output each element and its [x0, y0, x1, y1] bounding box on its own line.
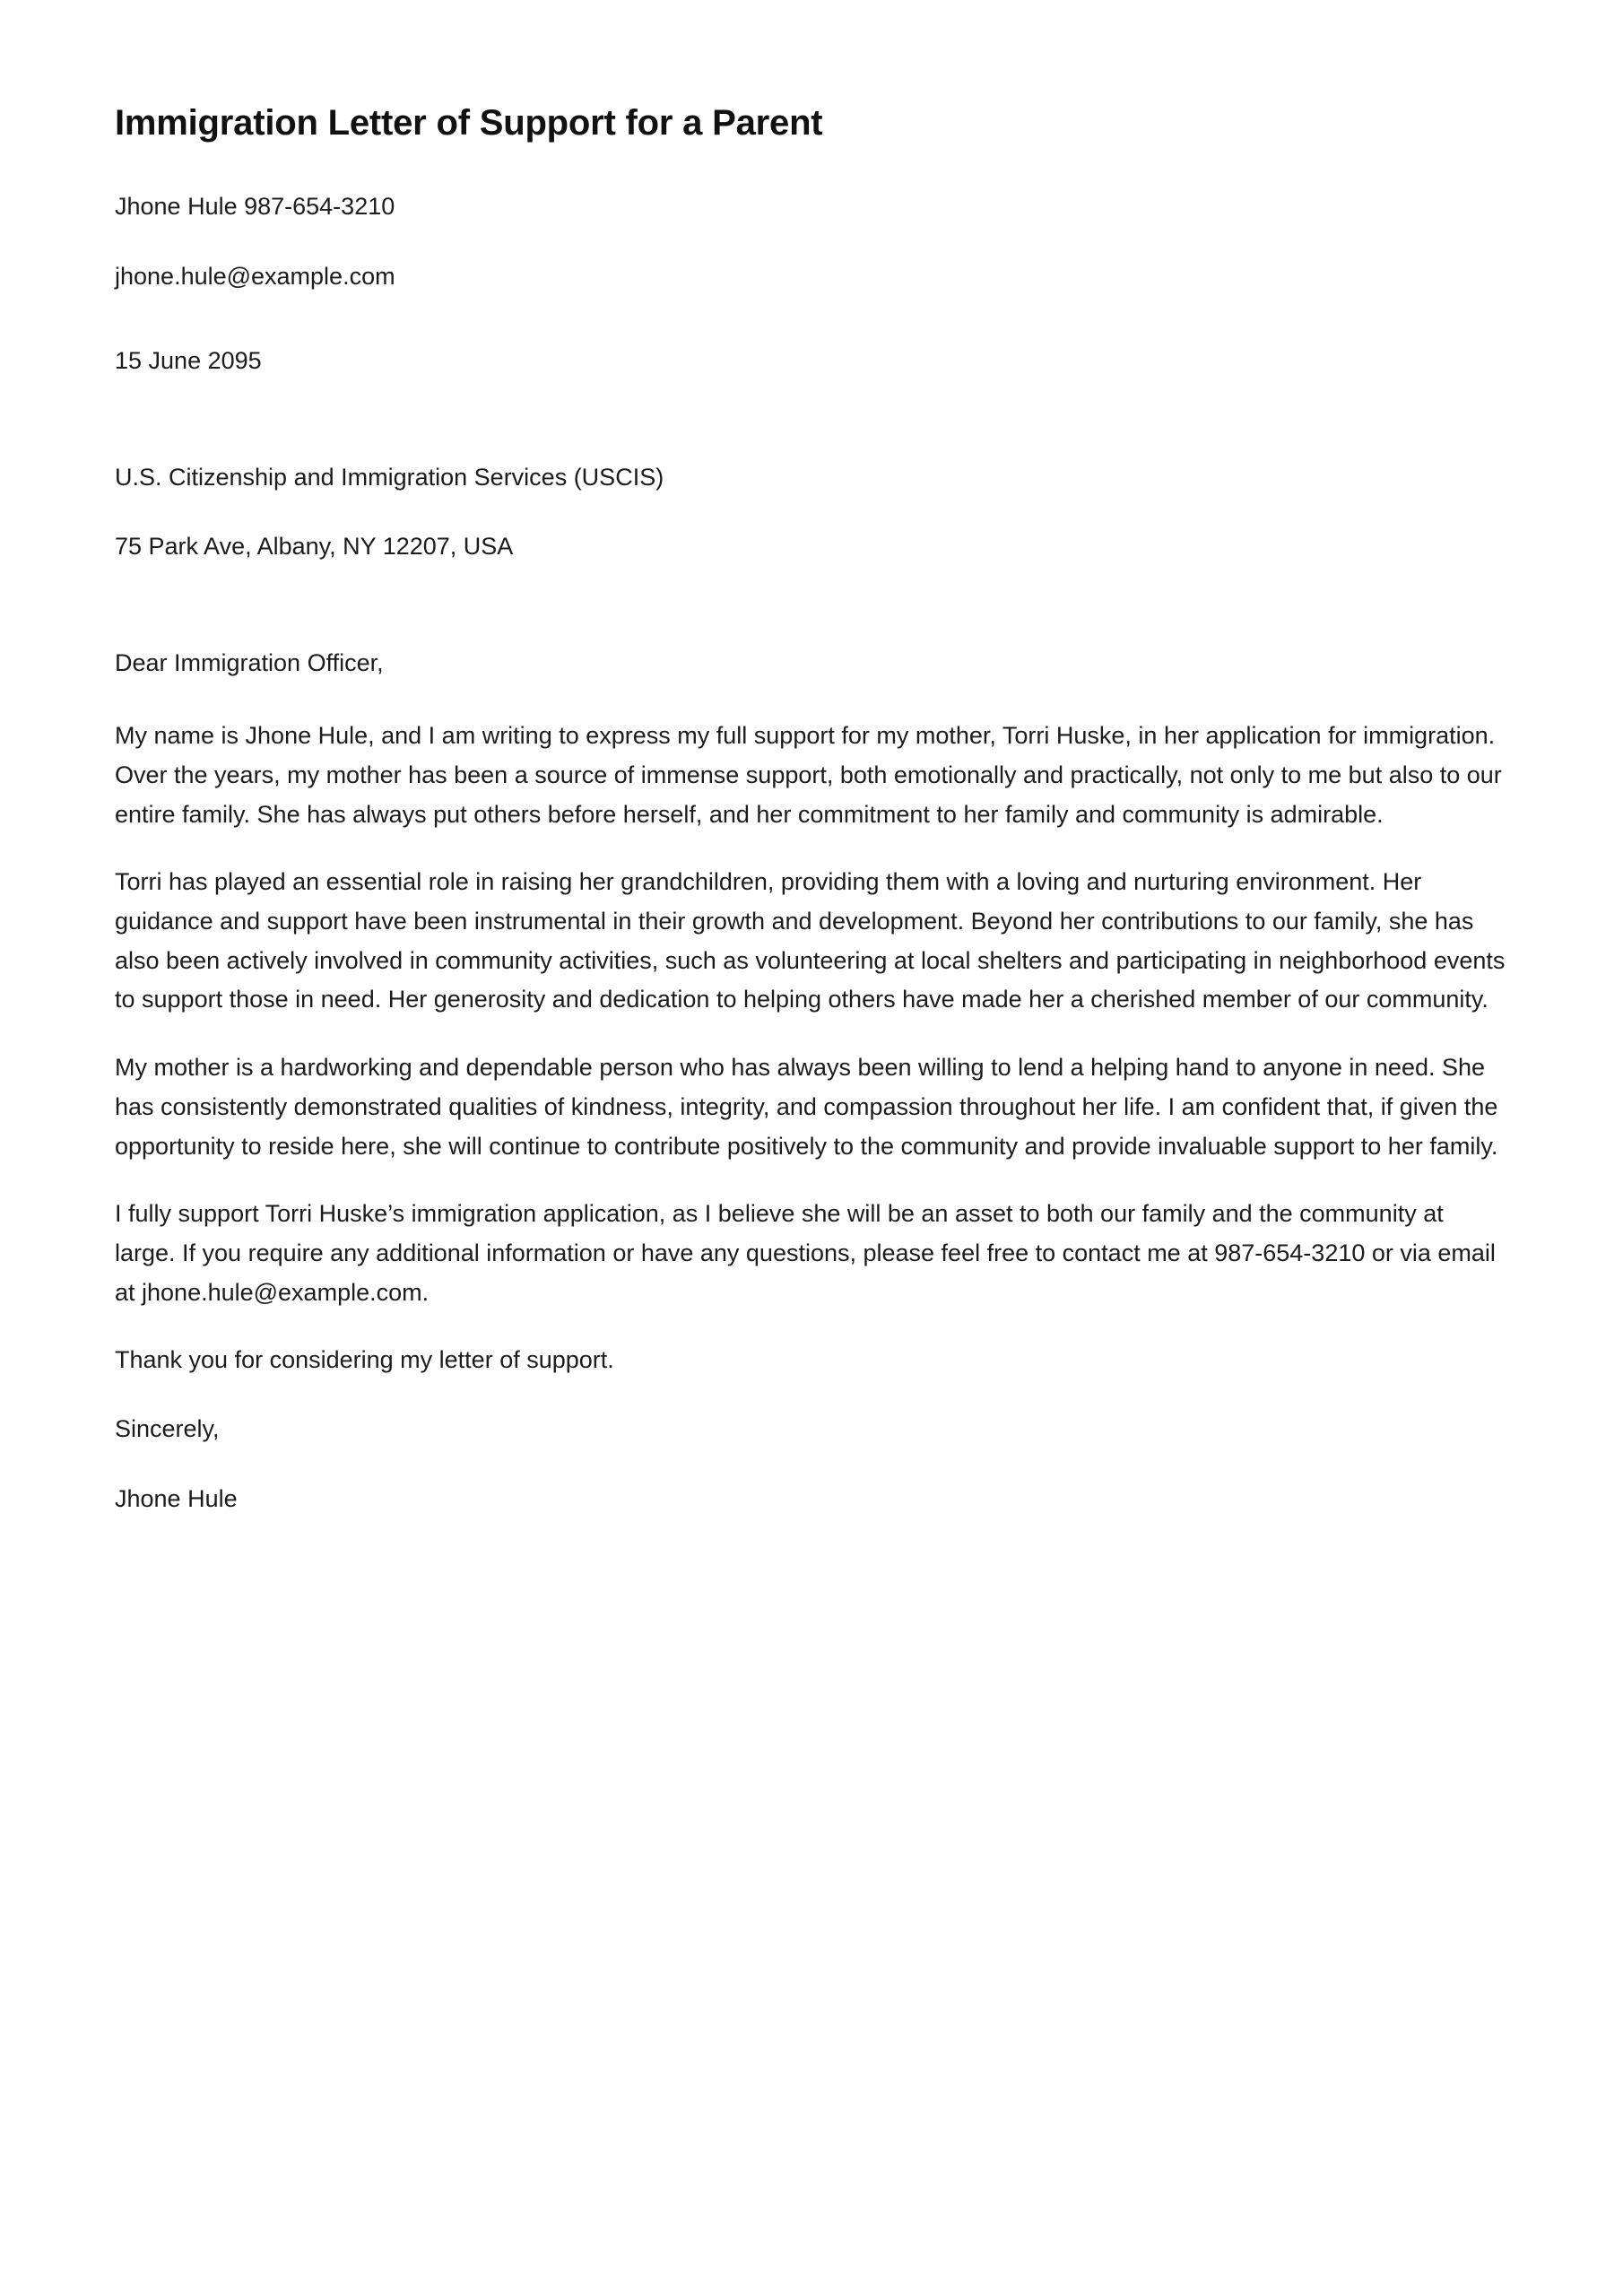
spacer-after-recipient — [115, 598, 1510, 645]
sender-email: jhone.hule@example.com — [115, 262, 395, 290]
recipient-organization: U.S. Citizenship and Immigration Services (USCIS) — [115, 463, 664, 491]
spacer-after-sender — [115, 296, 1510, 343]
page-title: Immigration Letter of Support for a Parent — [115, 103, 823, 143]
body-paragraph-4: I fully support Torri Huske’s immigration application, as I believe she will be an asset to both our family and the community at large. If you require any additional information or have any questions, please feel free to contact me at 987-654-3210 or via email at jhone.hule@example.com. — [115, 1200, 1496, 1306]
sender-contact-block — [115, 188, 1510, 296]
spacer-after-date — [115, 413, 1510, 459]
salutation: Dear Immigration Officer, — [115, 649, 384, 677]
sender-name-and-phone: Jhone Hule 987-654-3210 — [115, 193, 395, 220]
valediction: Sincerely, — [115, 1415, 220, 1443]
signature-name: Jhone Hule — [115, 1485, 238, 1513]
recipient-address: 75 Park Ave, Albany, NY 12207, USA — [115, 533, 514, 561]
letter-body — [115, 100, 1510, 1518]
thank-you-line: Thank you for considering my letter of support. — [115, 1345, 614, 1373]
letter-date: 15 June 2095 — [115, 346, 262, 374]
recipient-address-block — [115, 459, 1510, 567]
body-paragraph-2: Torri has played an essential role in raising her grandchildren, providing them with a loving and nurturing environment. Her guidance and support have been instrumental in their growth and development. Beyond her contributions to our family, she has also been actively involved in community activities, such as volunteering at local shelters and participating in neighborhood events to support those in need. Her generosity and dedication to helping others have made her a cherished member of our community. — [115, 868, 1506, 1013]
body-paragraph-1: My name is Jhone Hule, and I am writing to express my full support for my mother, Torri Huske, in her application for immigration. Over the years, my mother has been a source of immense support, both emotionally and practically, not only to me but also to our entire family. She has always put others before herself, and her commitment to her family and community is admirable. — [115, 722, 1502, 828]
body-paragraph-3: My mother is a hardworking and dependable person who has always been willing to lend a helping hand to anyone in need. She has consistently demonstrated qualities of kindness, integrity, and compassion throughout her life. I am confident that, if given the opportunity to reside here, she will continue to contribute positively to the community and provide invaluable support to her family. — [115, 1054, 1498, 1160]
